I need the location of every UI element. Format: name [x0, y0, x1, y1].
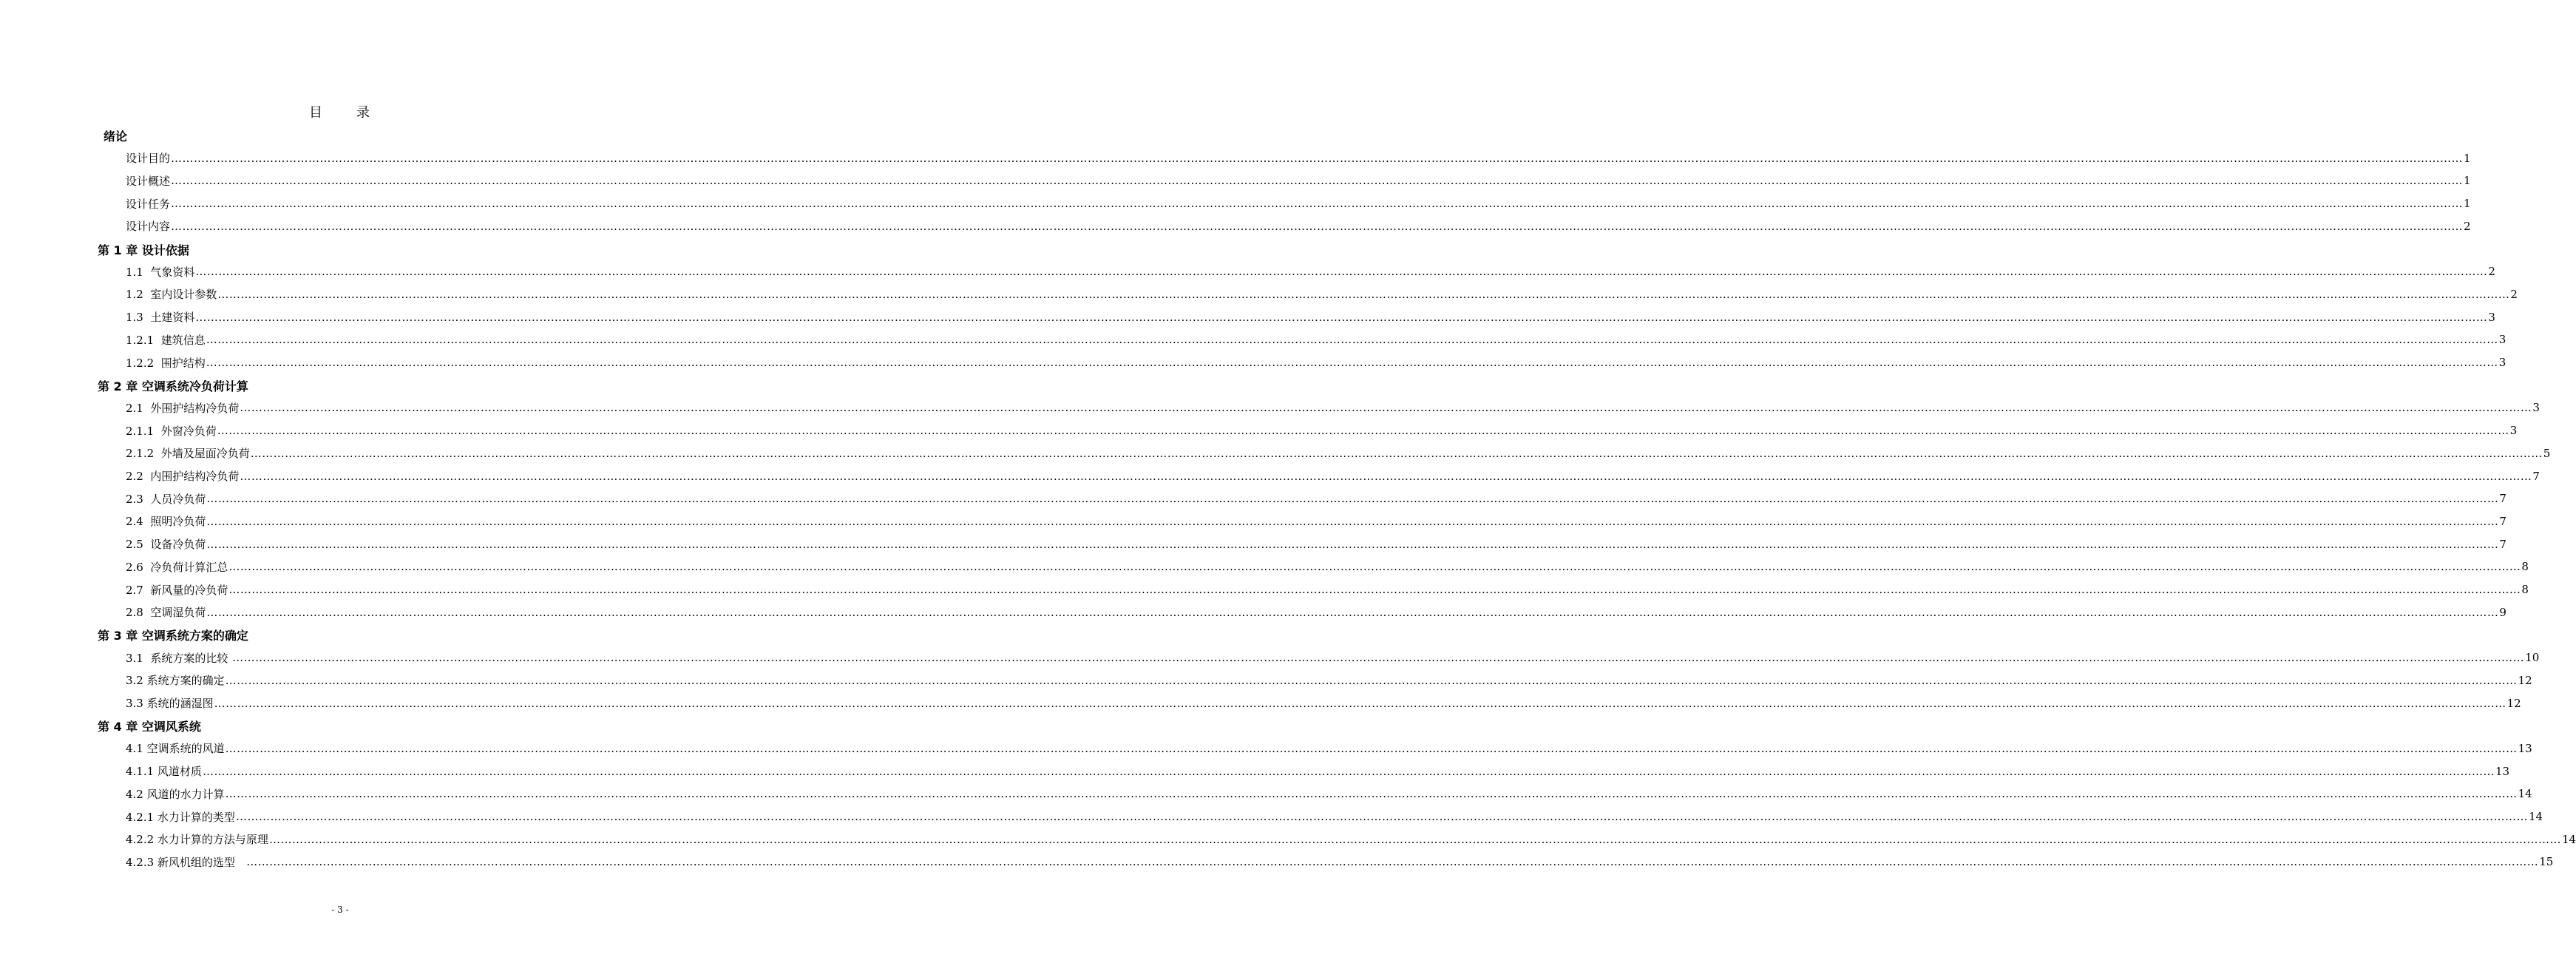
toc-entry[interactable]: [126, 490, 2506, 507]
toc-leader-dots: ……………………………………………………………………………………………………………………………………………………………………………………………………………………………………………………………………………………………………………………………………………………………………………………………………………………………………………………………………………………………………………………………………………………: [214, 696, 2506, 710]
page-number-footer: - 3 -: [331, 905, 349, 915]
toc-leader-dots: ……………………………………………………………………………………………………………………………………………………………………………………………………………………………………………………………………………………………………………………………………………………………………………………………………………………………………………………………………………………………………………………………………………………: [171, 219, 2464, 233]
toc-entry-label: 4.1 空调系统的风道: [126, 742, 225, 756]
toc-page-number: 13: [2518, 741, 2532, 755]
toc-entry-label: 2.1 外围护结构冷负荷: [126, 401, 240, 415]
toc-page-number: 15: [2539, 855, 2554, 869]
toc-leader-dots: ……………………………………………………………………………………………………………………………………………………………………………………………………………………………………………………………………………………………………………………………………………………………………………………………………………………………………………………………………………………………………………………………………………………: [171, 174, 2464, 188]
toc-leader-dots: ……………………………………………………………………………………………………………………………………………………………………………………………………………………………………………………………………………………………………………………………………………………………………………………………………………………………………………………………………………………………………………………………………………………: [225, 673, 2518, 687]
toc-entry[interactable]: [126, 785, 2532, 802]
toc-leader-dots: ……………………………………………………………………………………………………………………………………………………………………………………………………………………………………………………………………………………………………………………………………………………………………………………………………………………………………………………………………………………………………………………………………………………: [250, 446, 2543, 460]
toc-entry[interactable]: [126, 853, 2554, 871]
toc-leader-dots: ……………………………………………………………………………………………………………………………………………………………………………………………………………………………………………………………………………………………………………………………………………………………………………………………………………………………………………………………………………………………………………………………………………………: [235, 810, 2528, 823]
toc-entry-label: 1.2 室内设计参数: [126, 288, 217, 302]
toc-entry[interactable]: [126, 581, 2529, 598]
toc-page-number: 2: [2464, 219, 2471, 233]
toc-entry-label: 4.2 风道的水力计算: [126, 787, 225, 801]
toc-entry-label: 2.7 新风量的冷负荷: [126, 583, 228, 597]
toc-entry-label: 1.2.1 建筑信息: [126, 333, 206, 347]
toc-entry-label: 设计目的: [126, 152, 171, 166]
toc-leader-dots: ……………………………………………………………………………………………………………………………………………………………………………………………………………………………………………………………………………………………………………………………………………………………………………………………………………………………………………………………………………………………………………………………………………………: [228, 583, 2521, 596]
toc-leader-dots: ……………………………………………………………………………………………………………………………………………………………………………………………………………………………………………………………………………………………………………………………………………………………………………………………………………………………………………………………………………………………………………………………………………………: [206, 356, 2498, 369]
toc-leader-dots: ……………………………………………………………………………………………………………………………………………………………………………………………………………………………………………………………………………………………………………………………………………………………………………………………………………………………………………………………………………………………………………………………………………………: [240, 469, 2532, 483]
toc-leader-dots: ……………………………………………………………………………………………………………………………………………………………………………………………………………………………………………………………………………………………………………………………………………………………………………………………………………………………………………………………………………………………………………………………………………………: [171, 151, 2464, 165]
toc-entry[interactable]: [126, 535, 2506, 553]
toc-page-number: 7: [2499, 537, 2506, 551]
toc-page-number: 3: [2488, 310, 2495, 324]
toc-entry-label: 4.2.1 水力计算的类型: [126, 810, 235, 824]
toc-page-number: 2: [2488, 265, 2495, 279]
toc-page-number: 14: [2528, 810, 2543, 823]
toc-page-number: 7: [2532, 469, 2540, 483]
toc-entry-label: 2.1.2 外墙及屋面冷负荷: [126, 447, 250, 461]
toc-heading: 绪论: [104, 129, 128, 143]
toc-page-number: 1: [2464, 197, 2471, 211]
toc-page-number: 14: [2518, 787, 2532, 801]
toc-page-number: 3: [2498, 333, 2506, 347]
toc-heading: 第 4 章 空调风系统: [98, 720, 201, 734]
toc-leader-dots: ……………………………………………………………………………………………………………………………………………………………………………………………………………………………………………………………………………………………………………………………………………………………………………………………………………………………………………………………………………………………………………………………………………………: [206, 333, 2498, 347]
toc-entry-label: 1.3 土建资料: [126, 311, 195, 325]
toc-page-number: 3: [2532, 401, 2540, 415]
toc-entry[interactable]: [126, 763, 2510, 780]
toc-page-number: 10: [2525, 651, 2540, 665]
toc-entry-label: 4.2.2 水力计算的方法与原理: [126, 833, 268, 847]
toc-heading: 第 2 章 空调系统冷负荷计算: [98, 379, 248, 393]
toc-leader-dots: ……………………………………………………………………………………………………………………………………………………………………………………………………………………………………………………………………………………………………………………………………………………………………………………………………………………………………………………………………………………………………………………………………………………: [195, 265, 2488, 279]
title-char-1: 目: [309, 105, 324, 121]
toc-leader-dots: ……………………………………………………………………………………………………………………………………………………………………………………………………………………………………………………………………………………………………………………………………………………………………………………………………………………………………………………………………………………………………………………………………………………: [217, 287, 2510, 301]
toc-entry-label: 设计任务: [126, 197, 171, 211]
toc-entry-label: 1.1 气象资料: [126, 265, 195, 279]
toc-page-number: 13: [2495, 764, 2510, 778]
toc-page-number: 12: [2518, 673, 2532, 687]
toc-entry[interactable]: [126, 263, 2495, 280]
toc-heading: 第 3 章 空调系统方案的确定: [98, 629, 248, 643]
toc-entry-label: 2.8 空调湿负荷: [126, 606, 206, 620]
toc-entry[interactable]: [126, 831, 2576, 848]
toc-page-number: 3: [2498, 356, 2506, 369]
toc-page-number: 8: [2521, 583, 2529, 596]
toc-leader-dots: ……………………………………………………………………………………………………………………………………………………………………………………………………………………………………………………………………………………………………………………………………………………………………………………………………………………………………………………………………………………………………………………………………………………: [246, 855, 2539, 869]
toc-leader-dots: ……………………………………………………………………………………………………………………………………………………………………………………………………………………………………………………………………………………………………………………………………………………………………………………………………………………………………………………………………………………………………………………………………………………: [217, 424, 2509, 438]
title-char-2: 录: [356, 105, 371, 121]
toc-page-number: 14: [2561, 832, 2576, 846]
toc-page-number: 12: [2506, 696, 2521, 710]
toc-leader-dots: ……………………………………………………………………………………………………………………………………………………………………………………………………………………………………………………………………………………………………………………………………………………………………………………………………………………………………………………………………………………………………………………………………………………: [225, 787, 2518, 801]
toc-page-number: 5: [2543, 446, 2551, 460]
toc-leader-dots: ……………………………………………………………………………………………………………………………………………………………………………………………………………………………………………………………………………………………………………………………………………………………………………………………………………………………………………………………………………………………………………………………………………………: [202, 764, 2495, 778]
toc-entry[interactable]: [126, 695, 2521, 712]
toc-entry[interactable]: [126, 354, 2506, 371]
toc-page-number: 7: [2499, 492, 2506, 506]
toc-entry-label: 2.3 人员冷负荷: [126, 492, 206, 506]
toc-entry[interactable]: [126, 445, 2551, 462]
page-title: [0, 102, 680, 121]
toc-leader-dots: ……………………………………………………………………………………………………………………………………………………………………………………………………………………………………………………………………………………………………………………………………………………………………………………………………………………………………………………………………………………………………………………………………………………: [195, 310, 2488, 324]
toc-entry[interactable]: [126, 217, 2471, 235]
toc-page-number: 3: [2509, 424, 2518, 438]
toc-page-number: 9: [2499, 605, 2506, 619]
toc-entry[interactable]: [126, 513, 2506, 530]
toc-entry[interactable]: [126, 149, 2471, 167]
toc-entry-label: 4.2.3 新风机组的选型: [126, 855, 246, 869]
toc-leader-dots: ……………………………………………………………………………………………………………………………………………………………………………………………………………………………………………………………………………………………………………………………………………………………………………………………………………………………………………………………………………………………………………………………………………………: [232, 651, 2525, 665]
toc-leader-dots: ……………………………………………………………………………………………………………………………………………………………………………………………………………………………………………………………………………………………………………………………………………………………………………………………………………………………………………………………………………………………………………………………………………………: [268, 832, 2561, 846]
toc-entry[interactable]: [126, 399, 2540, 416]
toc-entry-label: 2.2 内围护结构冷负荷: [126, 470, 240, 483]
toc-entry-label: 3.3 系统的涵湿图: [126, 697, 214, 710]
toc-leader-dots: ……………………………………………………………………………………………………………………………………………………………………………………………………………………………………………………………………………………………………………………………………………………………………………………………………………………………………………………………………………………………………………………………………………………: [171, 197, 2464, 211]
toc-leader-dots: ……………………………………………………………………………………………………………………………………………………………………………………………………………………………………………………………………………………………………………………………………………………………………………………………………………………………………………………………………………………………………………………………………………………: [206, 605, 2499, 619]
toc-leader-dots: ……………………………………………………………………………………………………………………………………………………………………………………………………………………………………………………………………………………………………………………………………………………………………………………………………………………………………………………………………………………………………………………………………………………: [206, 537, 2499, 551]
toc-entry[interactable]: [126, 195, 2471, 212]
toc-entry-label: 4.1.1 风道材质: [126, 765, 202, 779]
toc-entry[interactable]: [126, 558, 2529, 575]
toc-leader-dots: ……………………………………………………………………………………………………………………………………………………………………………………………………………………………………………………………………………………………………………………………………………………………………………………………………………………………………………………………………………………………………………………………………………………: [206, 514, 2499, 528]
toc-entry[interactable]: [126, 172, 2471, 189]
toc-page-number: 2: [2510, 287, 2518, 301]
toc-page-number: 7: [2499, 514, 2506, 528]
toc-page-number: 1: [2464, 174, 2471, 188]
toc-leader-dots: ……………………………………………………………………………………………………………………………………………………………………………………………………………………………………………………………………………………………………………………………………………………………………………………………………………………………………………………………………………………………………………………………………………………: [206, 492, 2499, 506]
toc-page-number: 1: [2464, 151, 2471, 165]
toc-entry[interactable]: [126, 808, 2543, 825]
toc-entry[interactable]: [126, 604, 2506, 621]
toc-entry-label: 3.1 系统方案的比较: [126, 651, 232, 665]
toc-entry-label: 2.6 冷负荷计算汇总: [126, 560, 228, 574]
toc-entry-label: 设计内容: [126, 220, 171, 234]
toc-page-number: 8: [2521, 560, 2529, 574]
toc-leader-dots: ……………………………………………………………………………………………………………………………………………………………………………………………………………………………………………………………………………………………………………………………………………………………………………………………………………………………………………………………………………………………………………………………………………………: [228, 560, 2521, 574]
toc-entry-label: 设计概述: [126, 174, 171, 188]
toc-entry-label: 1.2.2 围护结构: [126, 356, 206, 370]
toc-entry-label: 2.4 照明冷负荷: [126, 515, 206, 529]
toc-entry[interactable]: [126, 649, 2540, 666]
toc-heading: 第 1 章 设计依据: [98, 243, 189, 257]
toc-entry[interactable]: [126, 422, 2518, 439]
toc-entry[interactable]: [126, 285, 2518, 303]
toc-entry-label: 3.2 系统方案的确定: [126, 674, 225, 688]
toc-entry-label: 2.5 设备冷负荷: [126, 538, 206, 552]
toc-entry[interactable]: [126, 331, 2506, 348]
toc-leader-dots: ……………………………………………………………………………………………………………………………………………………………………………………………………………………………………………………………………………………………………………………………………………………………………………………………………………………………………………………………………………………………………………………………………………………: [225, 741, 2518, 755]
toc-entry[interactable]: [126, 467, 2540, 485]
toc-entry[interactable]: [126, 308, 2495, 326]
toc-entry-label: 2.1.1 外窗冷负荷: [126, 424, 217, 438]
toc-entry[interactable]: [126, 672, 2532, 689]
toc-leader-dots: ……………………………………………………………………………………………………………………………………………………………………………………………………………………………………………………………………………………………………………………………………………………………………………………………………………………………………………………………………………………………………………………………………………………: [240, 401, 2532, 415]
toc-entry[interactable]: [126, 740, 2532, 757]
